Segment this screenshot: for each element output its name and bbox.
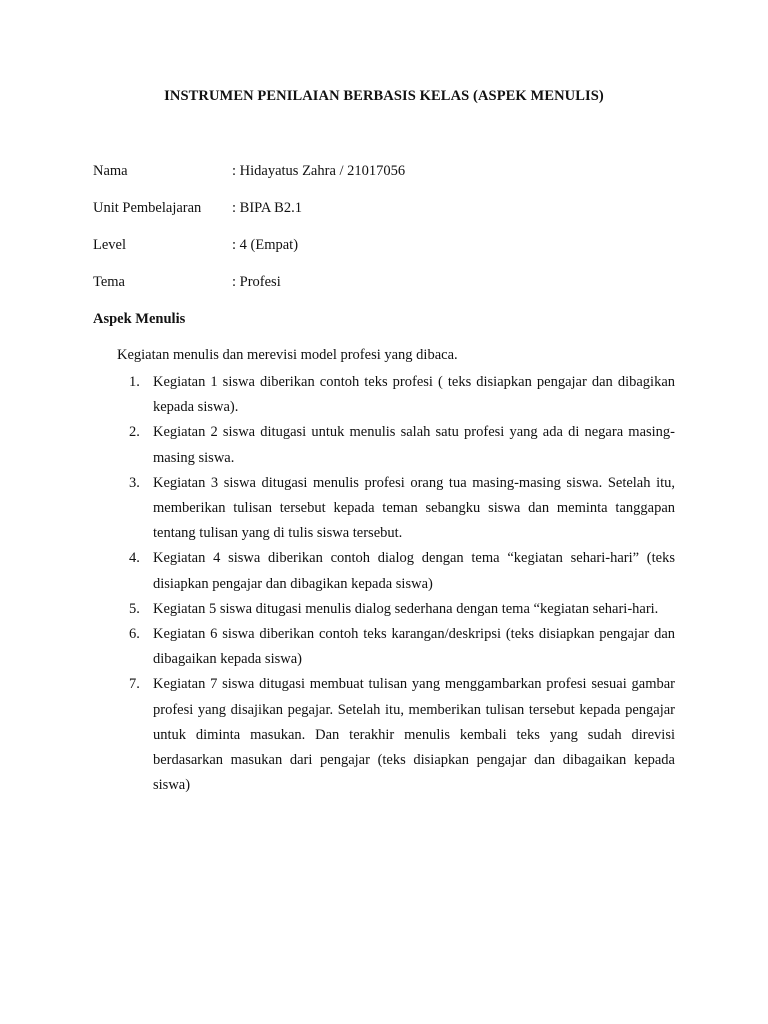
list-item [93,622,675,672]
list-item [93,597,675,622]
field-label: Tema [93,274,125,290]
activity-list [93,370,675,798]
field-value: : 4 (Empat) [232,237,299,253]
field-tema [93,272,693,292]
field-value: : Profesi [232,274,281,290]
list-item-text: Kegiatan 4 siswa diberikan contoh dialog dengan tema “kegiatan sehari-hari” (teks disiapkan pengajar dan dibagikan kepada siswa) [153,550,675,592]
list-item-number: 6. [129,626,140,643]
list-item-number: 2. [129,424,140,441]
field-label: Level [93,237,127,253]
list-item-number: 4. [129,550,140,567]
list-item [93,471,675,547]
list-item-number: 7. [129,676,140,693]
list-item [93,546,675,596]
list-item-text: Kegiatan 7 siswa ditugasi membuat tulisan yang menggambarkan profesi sesuai gambar profesi yang disajikan pegajar. Setelah itu, memberikan tulisan tersebut kepada pengajar untuk diminta masukan. Dan terakhir menulis kembali teks yang sudah direvisi berdasarkan masukan dari pengajar (teks disiapkan pengajar dan dibagaikan kepada siswa) [153,676,675,794]
field-level [93,235,693,255]
list-item-text: Kegiatan 3 siswa ditugasi menulis profesi orang tua masing-masing siswa. Setelah itu, memberikan tulisan tersebut kepada teman sebangku siswa dan meminta tanggapan tentang tulisan yang di tulis siswa tersebut. [153,474,675,542]
field-unit-pembelajaran [93,198,693,218]
document-title: INSTRUMEN PENILAIAN BERBASIS KELAS (ASPEK MENULIS) [164,88,604,104]
list-item [93,370,675,420]
list-item-number: 1. [129,374,140,390]
field-label: Nama [93,163,128,179]
list-item-number: 5. [129,600,140,617]
list-item-number: 3. [129,474,140,491]
intro-paragraph: Kegiatan menulis dan merevisi model profesi yang dibaca. [117,347,458,363]
list-item-text: Kegiatan 6 siswa diberikan contoh teks karangan/deskripsi (teks disiapkan pengajar dan dibagaikan kepada siswa) [153,626,675,668]
list-item-text: Kegiatan 5 siswa ditugasi menulis dialog sederhana dengan tema “kegiatan sehari-hari. [153,600,659,617]
field-value: : BIPA B2.1 [232,200,302,216]
list-item [93,420,675,470]
list-item-text: Kegiatan 2 siswa ditugasi untuk menulis salah satu profesi yang ada di negara masing-masing siswa. [153,424,675,466]
list-item-text: Kegiatan 1 siswa diberikan contoh teks profesi ( teks disiapkan pengajar dan dibagikan kepada siswa). [153,374,675,416]
field-label: Unit Pembelajaran [93,200,202,216]
list-item [93,672,675,798]
section-heading: Aspek Menulis [93,311,186,327]
field-value: : Hidayatus Zahra / 21017056 [232,163,406,179]
field-nama [93,161,693,181]
